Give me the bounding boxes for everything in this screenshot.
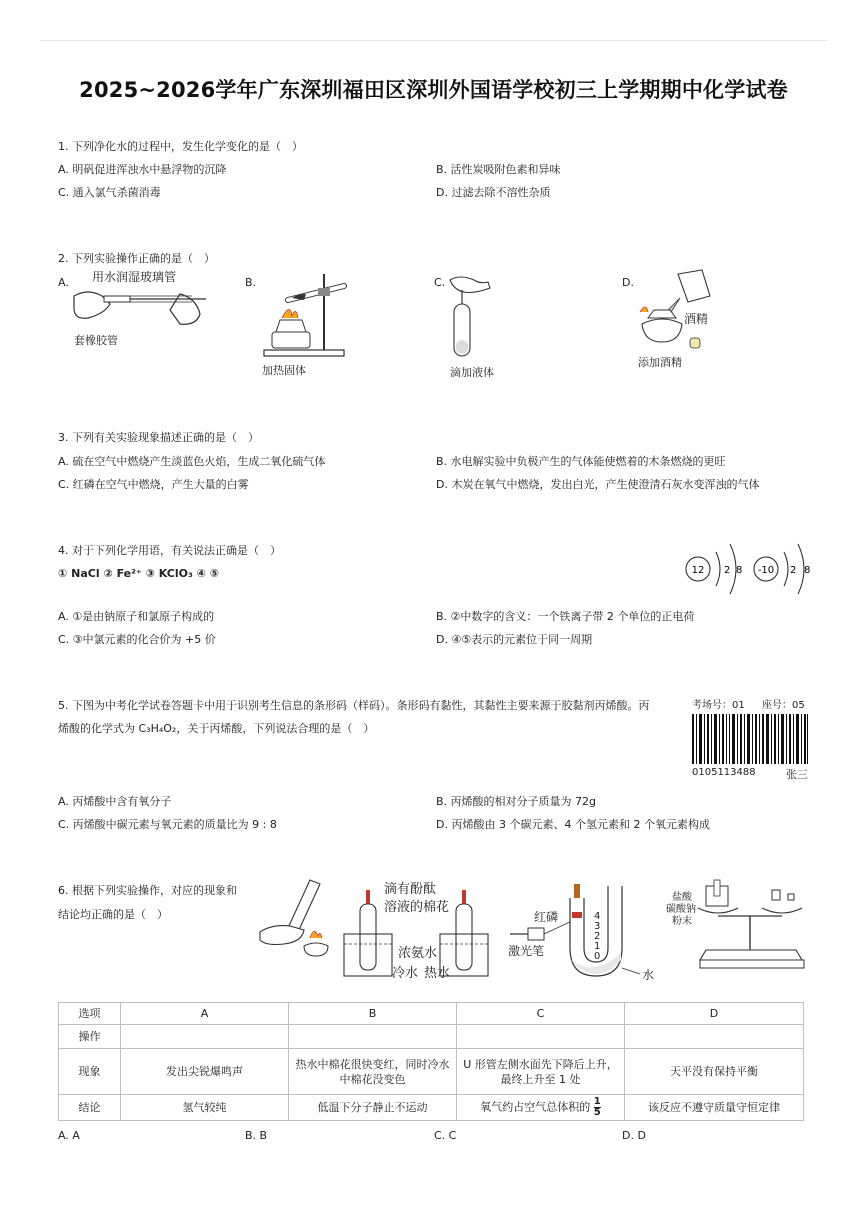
table-cell	[289, 1025, 457, 1049]
fraction-numerator: 1	[593, 1096, 601, 1107]
table-header-cell: A	[121, 1003, 289, 1025]
table-row	[59, 1003, 804, 1025]
q2-option-d-letter[interactable]: D.	[622, 276, 634, 289]
q4-symbols: ① NaCl ② Fe²⁺ ③ KClO₃ ④ ⑤	[58, 567, 220, 580]
q6-fig-b-hot: 热水	[424, 966, 451, 981]
top-divider	[40, 40, 827, 41]
q3-option-a[interactable]: A. 硫在空气中燃烧产生淡蓝色火焰，生成二氧化硫气体	[58, 455, 326, 468]
q6-fig-b-cold: 冷水	[392, 966, 419, 981]
table-header-cell: D	[625, 1003, 804, 1025]
q4-option-b[interactable]: B. ②中数字的含义：一个铁离子带 2 个单位的正电荷	[436, 610, 695, 623]
q1-option-b[interactable]: B. 活性炭吸附色素和异味	[436, 163, 561, 176]
q2-option-a-letter[interactable]: A.	[58, 276, 69, 289]
table-header-cell: C	[457, 1003, 625, 1025]
atom1-nucleus: 12	[691, 565, 705, 576]
atom2-shell-2: 8	[804, 565, 811, 576]
q4-option-a[interactable]: A. ①是由钠原子和氯原子构成的	[58, 610, 215, 623]
table-header-cell: B	[289, 1003, 457, 1025]
atom2-nucleus: -10	[757, 565, 775, 576]
q2-c-caption: 滴加液体	[450, 366, 494, 379]
q6-fig-c-tick-0: 0	[594, 951, 601, 962]
q1-stem: 1. 下列净化水的过程中，发生化学变化的是（ ）	[58, 140, 303, 153]
table-cell: U 形管左侧水面先下降后上升，最终上升至 1 处	[457, 1049, 625, 1095]
page-title: 2025~2026学年广东深圳福田区深圳外国语学校初三上学期期中化学试卷	[79, 78, 788, 102]
q5-stem-line2: 烯酸的化学式为 C₃H₄O₂，关于丙烯酸，下列说法合理的是（ ）	[58, 722, 375, 735]
q6-fig-d-label2: 碳酸钠	[666, 904, 696, 915]
q2-c-illustration	[446, 270, 496, 362]
q4-option-d[interactable]: D. ④⑤表示的元素位于同一周期	[436, 633, 593, 646]
q6-table	[58, 1002, 804, 1121]
q6-option-a[interactable]: A. A	[58, 1129, 80, 1142]
q2-d-alcohol-label: 酒精	[684, 312, 709, 326]
q6-fig-a-illustration	[256, 876, 336, 962]
fraction	[594, 1097, 601, 1118]
table-row	[59, 1049, 804, 1095]
q2-b-illustration	[262, 270, 352, 358]
q2-b-caption: 加热固体	[262, 364, 306, 377]
q3-option-b[interactable]: B. 水电解实验中负极产生的气体能使燃着的木条燃烧的更旺	[436, 455, 726, 468]
table-cell: 发出尖锐爆鸣声	[121, 1049, 289, 1095]
q6-fig-c-tick-4: 4	[594, 911, 601, 922]
card-room: 考场号：01	[692, 700, 745, 711]
concl-c-text: 氧气约占空气总体积的	[480, 1100, 591, 1114]
q3-stem: 3. 下列有关实验现象描述正确的是（ ）	[58, 431, 259, 444]
q6-fig-c-laser: 激光笔	[508, 944, 545, 958]
q6-fig-b-top2: 溶液的棉花	[384, 900, 450, 915]
q6-option-d[interactable]: D. D	[622, 1129, 646, 1142]
table-cell	[625, 1025, 804, 1049]
q4-atom-diagrams	[684, 540, 814, 598]
q6-fig-d-label3: 粉末	[672, 916, 692, 927]
q6-option-b[interactable]: B. B	[245, 1129, 268, 1142]
q6-option-c[interactable]: C. C	[434, 1129, 457, 1142]
table-row-label: 现象	[59, 1049, 121, 1095]
table-row	[59, 1025, 804, 1049]
q5-option-a[interactable]: A. 丙烯酸中含有氧分子	[58, 795, 172, 808]
q6-fig-d-illustration	[692, 878, 812, 972]
q1-option-a[interactable]: A. 明矾促进浑浊水中悬浮物的沉降	[58, 163, 227, 176]
barcode-image	[692, 714, 808, 764]
table-header-cell: 选项	[59, 1003, 121, 1025]
q1-option-c[interactable]: C. 通入氯气杀菌消毒	[58, 186, 161, 199]
atom1-shell-2: 8	[736, 565, 743, 576]
q6-fig-c-tick-3: 3	[594, 921, 601, 932]
table-row-label: 结论	[59, 1095, 121, 1121]
q4-stem: 4. 对于下列化学用语，有关说法正确是（ ）	[58, 544, 281, 557]
q6-fig-c-illustration	[508, 878, 658, 982]
q3-option-d[interactable]: D. 木炭在氧气中燃烧，发出白光，产生使澄清石灰水变浑浊的气体	[436, 478, 760, 491]
table-cell: 该反应不遵守质量守恒定律	[625, 1095, 804, 1121]
table-cell: 氢气较纯	[121, 1095, 289, 1121]
q6-fig-b-ammonia: 浓氨水	[398, 946, 438, 961]
q2-d-caption: 添加酒精	[638, 356, 682, 369]
q2-option-c-letter[interactable]: C.	[434, 276, 446, 289]
atom1-shell-1: 2	[724, 565, 731, 576]
card-number: 0105113488	[692, 767, 756, 778]
table-row	[59, 1095, 804, 1121]
q6-fig-b-top1: 滴有酚酞	[384, 882, 437, 897]
q5-stem-line1: 5. 下图为中考化学试卷答题卡中用于识别考生信息的条形码（样码）。条形码有黏性，其黏性主要来源于胶黏剂丙烯酸。丙	[58, 699, 650, 712]
atom2-shell-1: 2	[790, 565, 797, 576]
card-name: 张三	[786, 768, 808, 781]
q6-fig-c-phosphorus: 红磷	[534, 910, 559, 924]
q2-stem: 2. 下列实验操作正确的是（ ）	[58, 252, 215, 265]
q5-option-c[interactable]: C. 丙烯酸中碳元素与氧元素的质量比为 9 : 8	[58, 818, 277, 831]
table-cell: 热水中棉花很快变红，同时冷水中棉花没变色	[289, 1049, 457, 1095]
q6-fig-c-tick-2: 2	[594, 931, 601, 942]
card-seat: 座号：05	[762, 700, 805, 711]
q6-fig-c-tick-1: 1	[594, 941, 601, 952]
table-cell	[457, 1095, 625, 1121]
q2-a-top-label: 用水润湿玻璃管	[92, 270, 177, 284]
table-cell	[457, 1025, 625, 1049]
q6-stem-line2: 结论均正确的是（ ）	[58, 908, 168, 921]
table-row-label: 操作	[59, 1025, 121, 1049]
q6-fig-d-label1: 盐酸	[672, 892, 692, 903]
q6-stem-line1: 6. 根据下列实验操作，对应的现象和	[58, 884, 237, 897]
q2-option-b-letter[interactable]: B.	[245, 276, 257, 289]
q2-a-bottom-label: 套橡胶管	[74, 334, 118, 347]
table-cell: 低温下分子静止不运动	[289, 1095, 457, 1121]
q5-option-b[interactable]: B. 丙烯酸的相对分子质量为 72g	[436, 795, 597, 808]
q4-option-c[interactable]: C. ③中氯元素的化合价为 +5 价	[58, 633, 216, 646]
q2-a-illustration	[68, 282, 208, 332]
q1-option-d[interactable]: D. 过滤去除不溶性杂质	[436, 186, 551, 199]
q6-fig-c-water: 水	[642, 968, 655, 982]
table-cell	[121, 1025, 289, 1049]
q5-option-d[interactable]: D. 丙烯酸由 3 个碳元素、4 个氢元素和 2 个氧元素构成	[436, 818, 710, 831]
table-cell: 天平没有保持平衡	[625, 1049, 804, 1095]
q3-option-c[interactable]: C. 红磷在空气中燃烧，产生大量的白雾	[58, 478, 249, 491]
fraction-denominator: 5	[593, 1107, 601, 1118]
